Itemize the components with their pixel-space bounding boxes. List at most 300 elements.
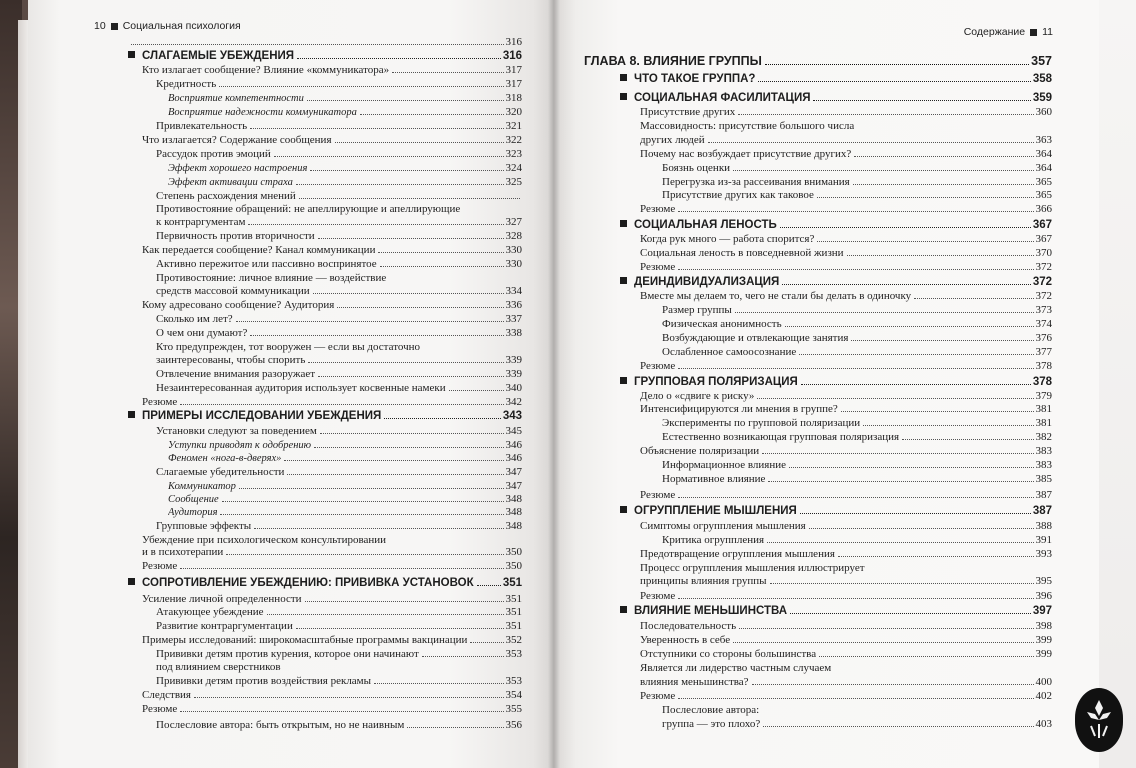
toc-page-number: 320 — [505, 106, 522, 118]
toc-entry — [640, 106, 1052, 119]
toc-leader-dots — [762, 453, 1033, 454]
toc-entry — [156, 368, 522, 381]
toc-entry-title: других людей — [640, 134, 705, 146]
toc-entry-title: Слагаемые убедительности — [156, 466, 285, 478]
toc-entry — [156, 78, 522, 91]
toc-page-number: 393 — [1035, 548, 1052, 560]
toc-leader-dots — [847, 255, 1034, 256]
toc-entry-title: Прививки детям против воздействия рекламы — [156, 675, 372, 687]
toc-entry — [640, 690, 1052, 703]
toc-entry — [156, 313, 522, 326]
toc-leader-dots — [296, 628, 504, 629]
toc-page-number: 323 — [505, 148, 522, 160]
toc-page-number: 402 — [1035, 690, 1052, 702]
toc-entry — [142, 703, 522, 716]
toc-page-number: 372 — [1035, 290, 1052, 302]
toc-entry-title: Развитие контраргументации — [156, 620, 293, 632]
toc-entry — [168, 493, 522, 506]
toc-entry-title: Следствия — [142, 689, 191, 701]
toc-entry — [640, 445, 1052, 458]
toc-entry-title: Физическая анонимность — [662, 318, 782, 330]
square-bullet-icon — [111, 23, 118, 30]
toc-page-number: 355 — [505, 703, 522, 715]
toc-entry — [640, 489, 1052, 502]
toc-leader-dots — [250, 128, 503, 129]
toc-entry-title: Эксперименты по групповой поляризации — [662, 417, 861, 429]
toc-entry-title: Установки следуют за поведением — [156, 425, 317, 437]
toc-entry-title: Незаинтересованная аудитория использует косвенные намеки — [156, 382, 446, 394]
toc-entry — [640, 403, 1052, 416]
toc-entry-title: Активно пережитое или пассивно воспринятое — [156, 258, 377, 270]
toc-page-number: 346 — [505, 439, 522, 451]
toc-leader-dots — [841, 411, 1034, 412]
toc-entry-title: к контраргументам — [156, 216, 246, 228]
toc-leader-dots — [248, 224, 503, 225]
toc-entry-title: Эффект активации страха — [168, 177, 293, 188]
toc-leader-dots — [392, 72, 503, 73]
toc-entry — [168, 452, 522, 465]
toc-page-number: 367 — [1032, 219, 1052, 231]
square-bullet-icon — [128, 51, 135, 58]
toc-page-number: 356 — [505, 719, 522, 731]
toc-page-number: 364 — [1035, 148, 1052, 160]
toc-entry — [156, 382, 522, 395]
toc-section-heading — [620, 505, 1052, 518]
toc-entry-title: заинтересованы, чтобы спорить — [156, 354, 306, 366]
toc-entry-title: Кредитность — [156, 78, 217, 90]
toc-page-number: 321 — [505, 120, 522, 132]
toc-entry-title: Кто предупрежден, тот вооружен — если вы достаточно — [156, 341, 420, 353]
toc-entry — [640, 562, 1052, 575]
toc-entry-title: Нормативное влияние — [662, 473, 766, 485]
toc-leader-dots — [226, 554, 503, 555]
toc-entry — [156, 285, 522, 298]
toc-page-number: 360 — [1035, 106, 1052, 118]
toc-leader-dots — [250, 335, 503, 336]
toc-leader-dots — [801, 384, 1031, 385]
toc-entry — [168, 439, 522, 452]
toc-page-number: 339 — [505, 354, 522, 366]
toc-entry — [156, 272, 522, 285]
toc-leader-dots — [799, 354, 1033, 355]
toc-entry-title: Присутствие других как таковое — [662, 189, 814, 201]
toc-page-number: 330 — [505, 244, 522, 256]
toc-page-number: 339 — [505, 368, 522, 380]
toc-entry-title: Сообщение — [168, 494, 219, 505]
toc-entry-title: Боязнь оценки — [662, 162, 731, 174]
toc-entry — [168, 92, 522, 105]
toc-entry — [156, 620, 522, 633]
toc-page-number: 351 — [505, 593, 522, 605]
toc-leader-dots — [800, 513, 1031, 514]
toc-leader-dots — [284, 460, 503, 461]
toc-leader-dots — [678, 497, 1033, 498]
toc-leader-dots — [678, 698, 1033, 699]
toc-entry — [128, 36, 522, 49]
toc-entry-title: и в психотерапии — [142, 546, 224, 558]
toc-entry — [168, 506, 522, 519]
toc-leader-dots — [296, 184, 504, 185]
square-bullet-icon — [620, 606, 627, 613]
toc-page-number: 352 — [505, 634, 522, 646]
toc-leader-dots — [267, 614, 504, 615]
toc-entry-title: Присутствие других — [640, 106, 736, 118]
toc-leader-dots — [752, 684, 1034, 685]
square-bullet-icon — [1030, 29, 1037, 36]
toc-entry — [156, 148, 522, 161]
toc-page-number: 343 — [502, 410, 522, 422]
toc-page-number: 370 — [1035, 247, 1052, 259]
toc-entry — [142, 593, 522, 606]
toc-page-number: 328 — [505, 230, 522, 242]
toc-page-number: 351 — [505, 620, 522, 632]
toc-page-number: 337 — [505, 313, 522, 325]
toc-leader-dots — [782, 284, 1031, 285]
toc-entry-title: Является ли лидерство частным случаем — [640, 662, 832, 674]
toc-page-number: 350 — [505, 546, 522, 558]
toc-leader-dots — [819, 656, 1033, 657]
toc-entry — [142, 560, 522, 573]
toc-entry-title: Кто излагает сообщение? Влияние «коммуникатора» — [142, 64, 390, 76]
toc-entry — [662, 417, 1052, 430]
toc-entry-title: ЧТО ТАКОЕ ГРУППА? — [634, 73, 756, 85]
toc-entry-title: Восприятие компетентности — [168, 93, 304, 104]
toc-leader-dots — [763, 726, 1033, 727]
toc-page-number: 387 — [1032, 505, 1052, 517]
toc-entry — [662, 473, 1052, 486]
right-page — [554, 0, 1099, 768]
toc-page-number: 348 — [505, 506, 522, 518]
toc-page-number: 330 — [505, 258, 522, 270]
toc-page-number: 400 — [1035, 676, 1052, 688]
toc-leader-dots — [817, 197, 1034, 198]
toc-entry — [156, 675, 522, 688]
toc-leader-dots — [380, 266, 504, 267]
publisher-logo-icon — [1075, 688, 1123, 752]
toc-page-number: 387 — [1035, 489, 1052, 501]
toc-leader-dots — [194, 697, 504, 698]
toc-page-number: 327 — [505, 216, 522, 228]
toc-leader-dots — [305, 601, 504, 602]
toc-entry-title: ДЕИНДИВИДУАЛИЗАЦИЯ — [634, 276, 780, 288]
toc-entry-title: Послесловие автора: быть открытым, но не наивным — [156, 719, 405, 731]
right-running-header — [964, 26, 1053, 38]
toc-entry-title: Рассудок против эмоций — [156, 148, 271, 160]
toc-entry — [156, 216, 522, 229]
toc-leader-dots — [314, 447, 503, 448]
toc-section-heading — [128, 577, 522, 590]
toc-leader-dots — [180, 404, 503, 405]
toc-entry-title: Атакующее убеждение — [156, 606, 264, 618]
toc-entry-title: Восприятие надежности коммуникатора — [168, 107, 357, 118]
toc-entry-title: Примеры исследований: широкомасштабные программы вакцинации — [142, 634, 468, 646]
toc-entry-title: Когда рук много — работа спорится? — [640, 233, 815, 245]
toc-leader-dots — [180, 711, 503, 712]
square-bullet-icon — [620, 377, 627, 384]
toc-section-heading — [584, 55, 1052, 68]
toc-section-heading — [620, 219, 1052, 232]
left-page-number: 10 — [94, 20, 106, 32]
toc-entry — [662, 346, 1052, 359]
toc-leader-dots — [360, 114, 504, 115]
toc-page-number: 338 — [505, 327, 522, 339]
toc-entry — [640, 360, 1052, 373]
toc-page-number: 322 — [505, 134, 522, 146]
toc-entry-title: Феномен «нога-в-дверях» — [168, 453, 282, 464]
toc-entry-title: принципы влияния группы — [640, 575, 767, 587]
toc-section-heading — [620, 376, 1052, 389]
toc-entry-title: Уверенность в себе — [640, 634, 731, 646]
toc-entry — [640, 548, 1052, 561]
toc-entry — [142, 396, 522, 409]
toc-entry — [168, 176, 522, 189]
toc-entry-title: Послесловие автора: — [662, 704, 760, 716]
toc-leader-dots — [789, 467, 1033, 468]
toc-page-number: 324 — [505, 162, 522, 174]
toc-entry-title: под влиянием сверстников — [156, 661, 281, 673]
toc-page-number: 378 — [1032, 376, 1052, 388]
toc-leader-dots — [335, 142, 504, 143]
toc-entry-title: Процесс огруппления мышления иллюстрирует — [640, 562, 865, 574]
toc-page-number: 345 — [505, 425, 522, 437]
toc-leader-dots — [780, 227, 1031, 228]
toc-page-number: 348 — [505, 520, 522, 532]
toc-page-number: 347 — [505, 480, 522, 492]
toc-page-number: 347 — [505, 466, 522, 478]
toc-page-number: 376 — [1035, 332, 1052, 344]
toc-page-number: 359 — [1032, 92, 1052, 104]
toc-leader-dots — [422, 656, 504, 657]
toc-entry — [156, 606, 522, 619]
toc-leader-dots — [220, 514, 503, 515]
toc-entry-title: Убеждение при психологическом консультировании — [142, 534, 387, 546]
square-bullet-icon — [620, 74, 627, 81]
toc-section-heading — [620, 73, 1052, 86]
toc-entry — [662, 534, 1052, 547]
toc-entry-title: Отвлечение внимания разоружает — [156, 368, 316, 380]
toc-leader-dots — [180, 568, 503, 569]
toc-page-number: 342 — [505, 396, 522, 408]
toc-leader-dots — [384, 418, 501, 419]
toc-entry-title: Степень расхождения мнений — [156, 190, 296, 202]
toc-entry — [662, 304, 1052, 317]
toc-leader-dots — [477, 585, 501, 586]
left-page — [28, 0, 554, 768]
toc-entry — [662, 718, 1052, 731]
toc-leader-dots — [219, 86, 503, 87]
toc-page-number: 348 — [505, 493, 522, 505]
toc-page-number: 398 — [1035, 620, 1052, 632]
toc-page-number: 399 — [1035, 648, 1052, 660]
toc-leader-dots — [678, 368, 1033, 369]
toc-entry-title: Противостояние обращений: не апеллирующие и апеллирующие — [156, 203, 461, 215]
toc-entry — [156, 520, 522, 533]
toc-entry-title: Критика огруппления — [662, 534, 765, 546]
toc-page-number: 383 — [1035, 445, 1052, 457]
toc-page-number: 396 — [1035, 590, 1052, 602]
toc-page-number: 364 — [1035, 162, 1052, 174]
toc-leader-dots — [853, 184, 1034, 185]
toc-page-number: 353 — [505, 675, 522, 687]
toc-leader-dots — [790, 613, 1031, 614]
toc-entry-title: средств массовой коммуникации — [156, 285, 310, 297]
toc-entry-title: Ослабленное самоосознание — [662, 346, 797, 358]
toc-entry-title: ГРУППОВАЯ ПОЛЯРИЗАЦИЯ — [634, 376, 798, 388]
toc-page-number: 385 — [1035, 473, 1052, 485]
square-bullet-icon — [620, 277, 627, 284]
toc-leader-dots — [307, 100, 504, 101]
toc-leader-dots — [854, 156, 1033, 157]
toc-page-number: 382 — [1035, 431, 1052, 443]
toc-entry-title: Размер группы — [662, 304, 732, 316]
toc-entry-title: Резюме — [640, 261, 676, 273]
toc-leader-dots — [735, 312, 1034, 313]
toc-entry — [640, 203, 1052, 216]
toc-entry-title: Резюме — [142, 396, 178, 408]
toc-page-number: 372 — [1032, 276, 1052, 288]
toc-leader-dots — [308, 362, 503, 363]
toc-entry — [168, 162, 522, 175]
toc-entry — [640, 520, 1052, 533]
right-running-title: Содержание — [963, 26, 1026, 38]
left-running-title: Социальная психология — [122, 20, 241, 32]
toc-entry — [640, 648, 1052, 661]
toc-leader-dots — [902, 439, 1033, 440]
square-bullet-icon — [620, 93, 627, 100]
toc-entry-title: Как передается сообщение? Канал коммуникации — [142, 244, 376, 256]
toc-entry-title: ГЛАВА 8. ВЛИЯНИЕ ГРУППЫ — [584, 55, 762, 68]
toc-leader-dots — [449, 390, 504, 391]
toc-entry — [662, 431, 1052, 444]
toc-entry — [640, 261, 1052, 274]
toc-entry — [142, 689, 522, 702]
toc-section-heading — [620, 605, 1052, 618]
toc-page-number: 374 — [1035, 318, 1052, 330]
toc-entry-title: Отступники со стороны большинства — [640, 648, 817, 660]
toc-entry — [662, 459, 1052, 472]
toc-entry — [142, 64, 522, 77]
toc-entry-title: Коммуникатор — [168, 481, 236, 492]
toc-page-number: 358 — [1032, 73, 1052, 85]
toc-leader-dots — [817, 241, 1033, 242]
toc-entry-title: Последовательность — [640, 620, 737, 632]
toc-page-number: 397 — [1032, 605, 1052, 617]
toc-page-number: 351 — [502, 577, 522, 589]
toc-entry-title: Объяснение поляризации — [640, 445, 760, 457]
toc-entry — [168, 106, 522, 119]
toc-entry-title: Вместе мы делаем то, чего не стали бы делать в одиночку — [640, 290, 912, 302]
toc-page-number: 351 — [505, 606, 522, 618]
toc-entry — [640, 575, 1052, 588]
toc-page-number: 316 — [502, 50, 522, 62]
toc-page-number: 366 — [1035, 203, 1052, 215]
toc-page-number: 391 — [1035, 534, 1052, 546]
toc-entry — [156, 190, 522, 203]
toc-page-number: 317 — [505, 78, 522, 90]
toc-entry — [662, 332, 1052, 345]
toc-entry — [156, 425, 522, 438]
toc-entry — [640, 590, 1052, 603]
toc-leader-dots — [318, 376, 503, 377]
square-bullet-icon — [128, 578, 135, 585]
toc-page-number: 363 — [1035, 134, 1052, 146]
page-margin-right — [1099, 0, 1136, 768]
toc-entry-title: Социальная леность в повседневной жизни — [640, 247, 844, 259]
toc-leader-dots — [313, 293, 504, 294]
toc-entry — [156, 120, 522, 133]
toc-page-number: 317 — [505, 64, 522, 76]
toc-entry-title: Предотвращение огруппления мышления — [640, 548, 835, 560]
toc-entry-title: Групповые эффекты — [156, 520, 252, 532]
toc-entry-title: СОПРОТИВЛЕНИЕ УБЕЖДЕНИЮ: ПРИВИВКА УСТАНОВОК — [142, 577, 474, 589]
toc-leader-dots — [739, 628, 1033, 629]
toc-page-number: 346 — [505, 452, 522, 464]
toc-entry-title: группа — это плохо? — [662, 718, 761, 730]
left-running-header — [94, 20, 241, 32]
toc-page-number: 353 — [505, 648, 522, 660]
toc-leader-dots — [407, 727, 503, 728]
toc-leader-dots — [738, 114, 1033, 115]
toc-leader-dots — [914, 298, 1033, 299]
toc-entry-title: Резюме — [640, 690, 676, 702]
toc-entry-title: Резюме — [142, 703, 178, 715]
toc-entry-title: Информационное влияние — [662, 459, 787, 471]
toc-page-number: 403 — [1035, 718, 1052, 730]
toc-entry — [662, 318, 1052, 331]
toc-page-number: 365 — [1035, 176, 1052, 188]
toc-entry — [640, 662, 1052, 675]
toc-leader-dots — [785, 326, 1034, 327]
toc-page-number: 388 — [1035, 520, 1052, 532]
toc-leader-dots — [809, 528, 1034, 529]
toc-leader-dots — [239, 488, 504, 489]
toc-entry — [156, 719, 522, 732]
toc-entry-title: влияния меньшинства? — [640, 676, 749, 688]
toc-entry — [142, 546, 522, 559]
toc-leader-dots — [678, 211, 1033, 212]
toc-leader-dots — [299, 198, 520, 199]
toc-entry — [640, 134, 1052, 147]
toc-entry-title: Кому адресовано сообщение? Аудитория — [142, 299, 335, 311]
toc-entry-title: Резюме — [142, 560, 178, 572]
toc-entry — [640, 390, 1052, 403]
toc-leader-dots — [863, 425, 1033, 426]
toc-entry — [156, 466, 522, 479]
toc-page-number: 357 — [1031, 54, 1052, 68]
toc-page-number: 354 — [505, 689, 522, 701]
toc-entry — [156, 327, 522, 340]
toc-page-number: 383 — [1035, 459, 1052, 471]
toc-leader-dots — [236, 321, 504, 322]
toc-entry-title: Сколько им лет? — [156, 313, 233, 325]
toc-leader-dots — [813, 100, 1030, 101]
toc-leader-dots — [297, 58, 501, 59]
toc-entry — [662, 176, 1052, 189]
toc-page-number: 399 — [1035, 634, 1052, 646]
toc-entry-title: Что излагается? Содержание сообщения — [142, 134, 332, 146]
toc-leader-dots — [318, 238, 504, 239]
toc-entry — [640, 634, 1052, 647]
toc-entry-title: Резюме — [640, 590, 676, 602]
toc-leader-dots — [678, 269, 1033, 270]
toc-leader-dots — [337, 307, 503, 308]
toc-entry-title: Резюме — [640, 360, 676, 372]
toc-leader-dots — [378, 252, 503, 253]
toc-leader-dots — [733, 170, 1033, 171]
toc-entry — [662, 162, 1052, 175]
toc-leader-dots — [733, 642, 1033, 643]
toc-page-number: 381 — [1035, 417, 1052, 429]
